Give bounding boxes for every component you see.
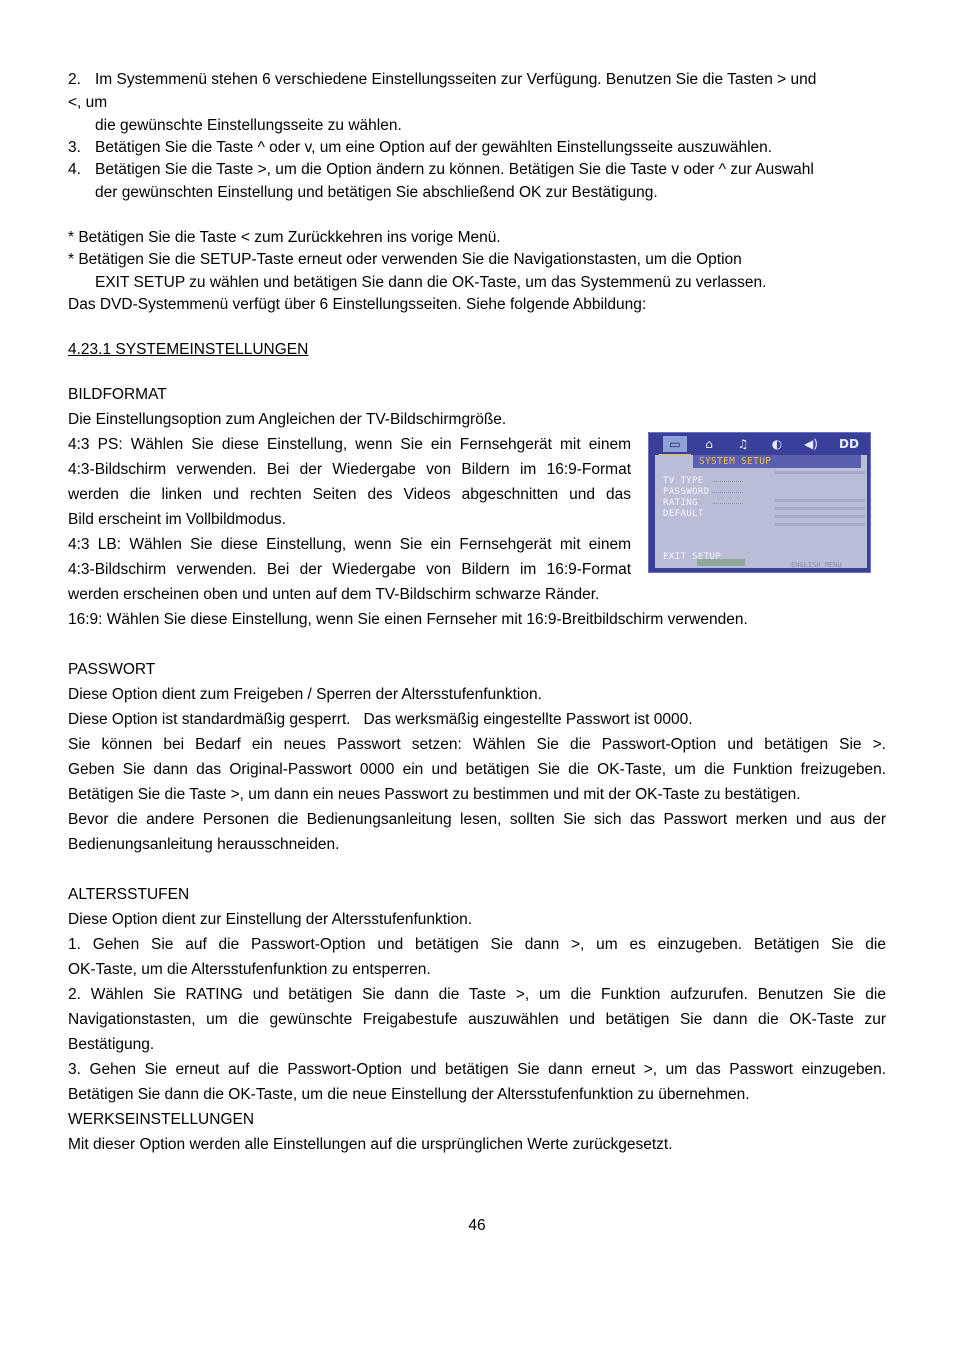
- list-item-3: [68, 139, 772, 157]
- menu-divider: [775, 499, 865, 502]
- section-heading: 4.23.1 SYSTEMEINSTELLUNGEN: [68, 341, 309, 358]
- list-item-4: [68, 161, 814, 179]
- paragraph-line: Betätigen Sie dann die OK-Taste, um die neue Einstellung der Altersstufenfunktion zu übernehmen.: [68, 1086, 750, 1103]
- list-item-4-cont: der gewünschten Einstellung und betätigen Sie abschließend OK zur Bestätigung.: [95, 184, 658, 201]
- menu-item-default: DEFAULT: [663, 509, 704, 519]
- paragraph-line: Diese Option ist standardmäßig gesperrt. Das werksmäßig eingestellte Passwort ist 0000.: [68, 711, 693, 728]
- list-number: 3.: [68, 139, 81, 156]
- list-item-2-cont2: die gewünschte Einstellungsseite zu wählen.: [95, 117, 402, 134]
- menu-divider: [775, 471, 865, 474]
- music-note-icon: ♫: [737, 437, 749, 451]
- paragraph-line: Navigationstasten, um die gewünschte Freigabestufe auszuwählen und betätigen Sie dann die OK-Taste zur: [68, 1011, 886, 1028]
- menu-divider: [775, 515, 865, 518]
- menu-title: SYSTEM SETUP: [699, 456, 772, 467]
- display-icon: ⌂: [705, 437, 713, 451]
- tv-screen-icon: ▭: [663, 436, 687, 452]
- system-setup-menu-image: [648, 432, 871, 573]
- menu-title-bar: [693, 455, 861, 468]
- note-2: * Betätigen Sie die SETUP-Taste erneut oder verwenden Sie die Navigationstasten, um die Option: [68, 251, 742, 268]
- menu-dots: [713, 492, 743, 497]
- color-icon: ◐: [771, 437, 783, 451]
- paragraph-line: Diese Option dient zum Freigeben / Sperren der Altersstufenfunktion.: [68, 686, 542, 703]
- menu-item-exit-setup: EXIT SETUP: [663, 552, 722, 562]
- page-number: 46: [468, 1217, 486, 1234]
- paragraph-line: Bedienungsanleitung herausschneiden.: [68, 836, 340, 853]
- paragraph-line: werden die linken und rechten Seiten des Videos abgeschnitten und das: [68, 486, 631, 503]
- menu-item-tv-type: TV TYPE: [663, 476, 704, 486]
- menu-language-label: ENGLISH MENU: [791, 561, 842, 569]
- paragraph-line: 3. Gehen Sie erneut auf die Passwort-Option und betätigen Sie dann erneut >, um das Passwort einzugeben.: [68, 1061, 886, 1078]
- paragraph-line: OK-Taste, um die Altersstufenfunktion zu entsperren.: [68, 961, 431, 978]
- note-2-cont: EXIT SETUP zu wählen und betätigen Sie dann die OK-Taste, um das Systemmenü zu verlassen.: [95, 274, 767, 291]
- paragraph-line: Die Einstellungsoption zum Angleichen der TV-Bildschirmgröße.: [68, 411, 507, 428]
- menu-divider: [775, 523, 865, 526]
- list-text: Betätigen Sie die Taste >, um die Option ändern zu können. Betätigen Sie die Taste v oder ^ zur Auswahl: [95, 161, 814, 178]
- list-text: Im Systemmenü stehen 6 verschiedene Einstellungsseiten zur Verfügung. Benutzen Sie die Tasten > und: [95, 71, 817, 88]
- passwort-heading: PASSWORT: [68, 661, 156, 678]
- paragraph-line: 1. Gehen Sie auf die Passwort-Option und betätigen Sie dann >, um es einzugeben. Betätigen Sie die: [68, 936, 886, 953]
- list-number: 2.: [68, 71, 81, 88]
- paragraph-line: Bild erscheint im Vollbildmodus.: [68, 511, 286, 528]
- paragraph-line: Mit dieser Option werden alle Einstellungen auf die ursprünglichen Werte zurückgesetzt.: [68, 1136, 673, 1153]
- paragraph-line: 16:9: Wählen Sie diese Einstellung, wenn Sie einen Fernseher mit 16:9-Breitbildschirm verwenden.: [68, 611, 748, 628]
- paragraph-line: Bevor die andere Personen die Bedienungsanleitung lesen, sollten Sie sich das Passwort merken und aus der: [68, 811, 886, 828]
- bildformat-heading: BILDFORMAT: [68, 386, 167, 403]
- note-1: * Betätigen Sie die Taste < zum Zurückkehren ins vorige Menü.: [68, 229, 501, 246]
- paragraph-line: werden erscheinen oben und unten auf dem TV-Bildschirm schwarze Ränder.: [68, 586, 600, 603]
- menu-dots: [713, 503, 743, 508]
- paragraph-line: Betätigen Sie die Taste >, um dann ein neues Passwort zu bestimmen und mit der OK-Taste zu bestätigen.: [68, 786, 801, 803]
- werkseinstellungen-heading: WERKSEINSTELLUNGEN: [68, 1111, 255, 1128]
- paragraph-line: Geben Sie dann das Original-Passwort 0000 ein und betätigen Sie die OK-Taste, um die Funktion freizugeben.: [68, 761, 886, 778]
- menu-tab-bar: [649, 433, 871, 455]
- menu-dots: [713, 481, 743, 486]
- paragraph-line: 2. Wählen Sie RATING und betätigen Sie dann die Taste >, um die Funktion aufzurufen. Benutzen Sie die: [68, 986, 886, 1003]
- list-item-2-cont: <, um: [68, 94, 108, 111]
- paragraph-line: 4:3 LB: Wählen Sie diese Einstellung, wenn Sie ein Fernsehgerät mit einem: [68, 536, 631, 553]
- menu-item-password: PASSWORD: [663, 487, 710, 497]
- list-item-2: [68, 71, 816, 89]
- list-number: 4.: [68, 161, 81, 178]
- paragraph-line: 4:3 PS: Wählen Sie diese Einstellung, wenn Sie ein Fernsehgerät mit einem: [68, 436, 631, 453]
- menu-item-rating: RATING: [663, 498, 698, 508]
- speaker-icon: ◀): [804, 437, 818, 451]
- paragraph-line: Sie können bei Bedarf ein neues Passwort setzen: Wählen Sie die Passwort-Option und betätigen Sie >.: [68, 736, 886, 753]
- summary-text: Das DVD-Systemmenü verfügt über 6 Einstellungsseiten. Siehe folgende Abbildung:: [68, 296, 647, 313]
- menu-divider: [775, 507, 865, 510]
- list-text: Betätigen Sie die Taste ^ oder v, um eine Option auf der gewählten Einstellungsseite auszuwählen.: [95, 139, 773, 156]
- paragraph-line: Bestätigung.: [68, 1036, 155, 1053]
- paragraph-line: 4:3-Bildschirm verwenden. Bei der Wiedergabe von Bildern im 16:9-Format: [68, 561, 631, 578]
- altersstufen-heading: ALTERSSTUFEN: [68, 886, 190, 903]
- dolby-icon: DD: [839, 437, 859, 451]
- paragraph-line: 4:3-Bildschirm verwenden. Bei der Wiedergabe von Bildern im 16:9-Format: [68, 461, 631, 478]
- paragraph-line: Diese Option dient zur Einstellung der Altersstufenfunktion.: [68, 911, 473, 928]
